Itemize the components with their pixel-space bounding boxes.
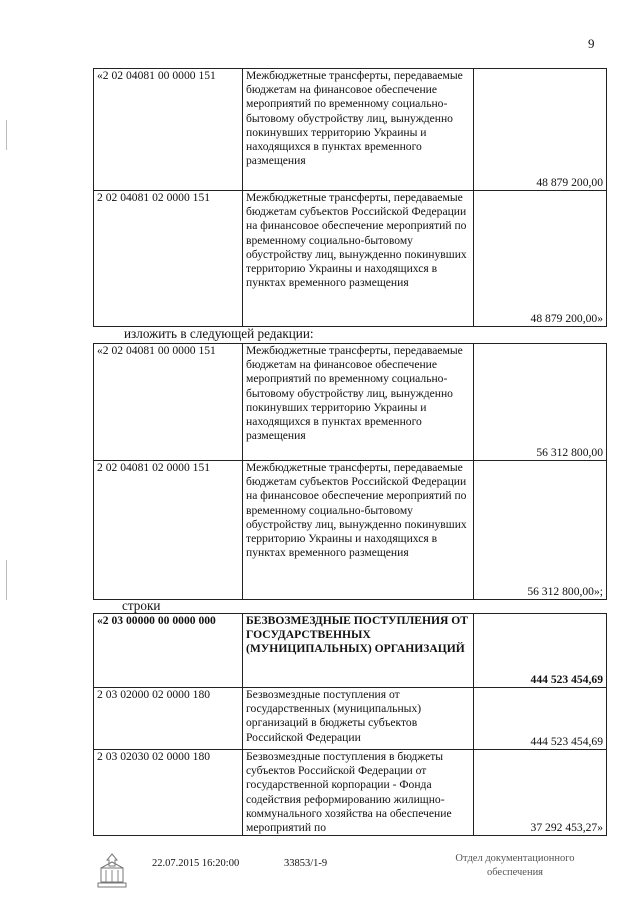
budget-description: Межбюджетные трансферты, передаваемые бюджетам субъектов Российской Федерации на финансовое обеспечение мероприятий по временному социально-бытовому обустройству лиц, вынужденно покинувших территорию Украины и находящихся в пунктах временного размещения — [243, 191, 474, 327]
budget-amount: 56 312 800,00 — [474, 344, 607, 461]
table-row — [94, 69, 607, 191]
budget-amount: 444 523 454,69 — [474, 614, 607, 688]
table-row — [94, 191, 607, 327]
budget-code: «2 03 00000 00 0000 000 — [94, 614, 243, 688]
footer-doc-number: 33853/1-9 — [284, 858, 328, 869]
budget-description: БЕЗВОЗМЕЗДНЫЕ ПОСТУПЛЕНИЯ ОТ ГОСУДАРСТВЕННЫХ (МУНИЦИПАЛЬНЫХ) ОРГАНИЗАЦИЙ — [243, 614, 474, 688]
rows-note: строки — [122, 598, 161, 613]
budget-table-new — [93, 343, 607, 600]
budget-table-old — [93, 68, 607, 327]
budget-code: «2 02 04081 00 0000 151 — [94, 69, 243, 191]
budget-amount: 48 879 200,00 — [474, 69, 607, 191]
budget-code: 2 03 02030 02 0000 180 — [94, 750, 243, 836]
department-stamp — [440, 852, 590, 880]
stamp-line: Отдел документационного — [455, 853, 575, 864]
amendment-note: изложить в следующей редакции: — [124, 326, 314, 341]
page-number: 9 — [588, 36, 595, 51]
table-row — [94, 461, 607, 600]
budget-amount: 56 312 800,00»; — [474, 461, 607, 600]
budget-description: Межбюджетные трансферты, передаваемые бюджетам на финансовое обеспечение мероприятий по временному социально-бытовому обустройству лиц, вынужденно покинувших территорию Украины и находящихся в пунктах временного размещения — [243, 69, 474, 191]
table-row — [94, 750, 607, 836]
budget-description: Межбюджетные трансферты, передаваемые бюджетам субъектов Российской Федерации на финансовое обеспечение мероприятий по временному социально-бытовому обустройству лиц, вынужденно покинувших территорию Украины и находящихся в пунктах временного размещения — [243, 461, 474, 600]
budget-description: Межбюджетные трансферты, передаваемые бюджетам на финансовое обеспечение мероприятий по временному социально-бытовому обустройству лиц, вынужденно покинувших территорию Украины и находящихся в пунктах временного размещения — [243, 344, 474, 461]
budget-code: «2 02 04081 00 0000 151 — [94, 344, 243, 461]
emblem-icon — [95, 852, 129, 897]
budget-description: Безвозмездные поступления в бюджеты субъектов Российской Федерации от государственной корпорации - Фонда содействия реформированию жилищно-коммунального хозяйства на обеспечение мероприятий по — [243, 750, 474, 836]
budget-amount: 444 523 454,69 — [474, 688, 607, 750]
stamp-line: обеспечения — [486, 867, 544, 878]
budget-code: 2 03 02000 02 0000 180 — [94, 688, 243, 750]
budget-amount: 48 879 200,00» — [474, 191, 607, 327]
table-row — [94, 688, 607, 750]
table-row — [94, 344, 607, 461]
footer-datetime: 22.07.2015 16:20:00 — [152, 858, 240, 869]
scan-edge-mark — [6, 120, 7, 150]
budget-code: 2 02 04081 02 0000 151 — [94, 191, 243, 327]
budget-table-rows — [93, 613, 607, 836]
budget-description: Безвозмездные поступления от государственных (муниципальных) организаций в бюджеты субъектов Российской Федерации — [243, 688, 474, 750]
scan-edge-mark — [6, 560, 7, 600]
budget-amount: 37 292 453,27» — [474, 750, 607, 836]
budget-code: 2 02 04081 02 0000 151 — [94, 461, 243, 600]
table-row — [94, 614, 607, 688]
